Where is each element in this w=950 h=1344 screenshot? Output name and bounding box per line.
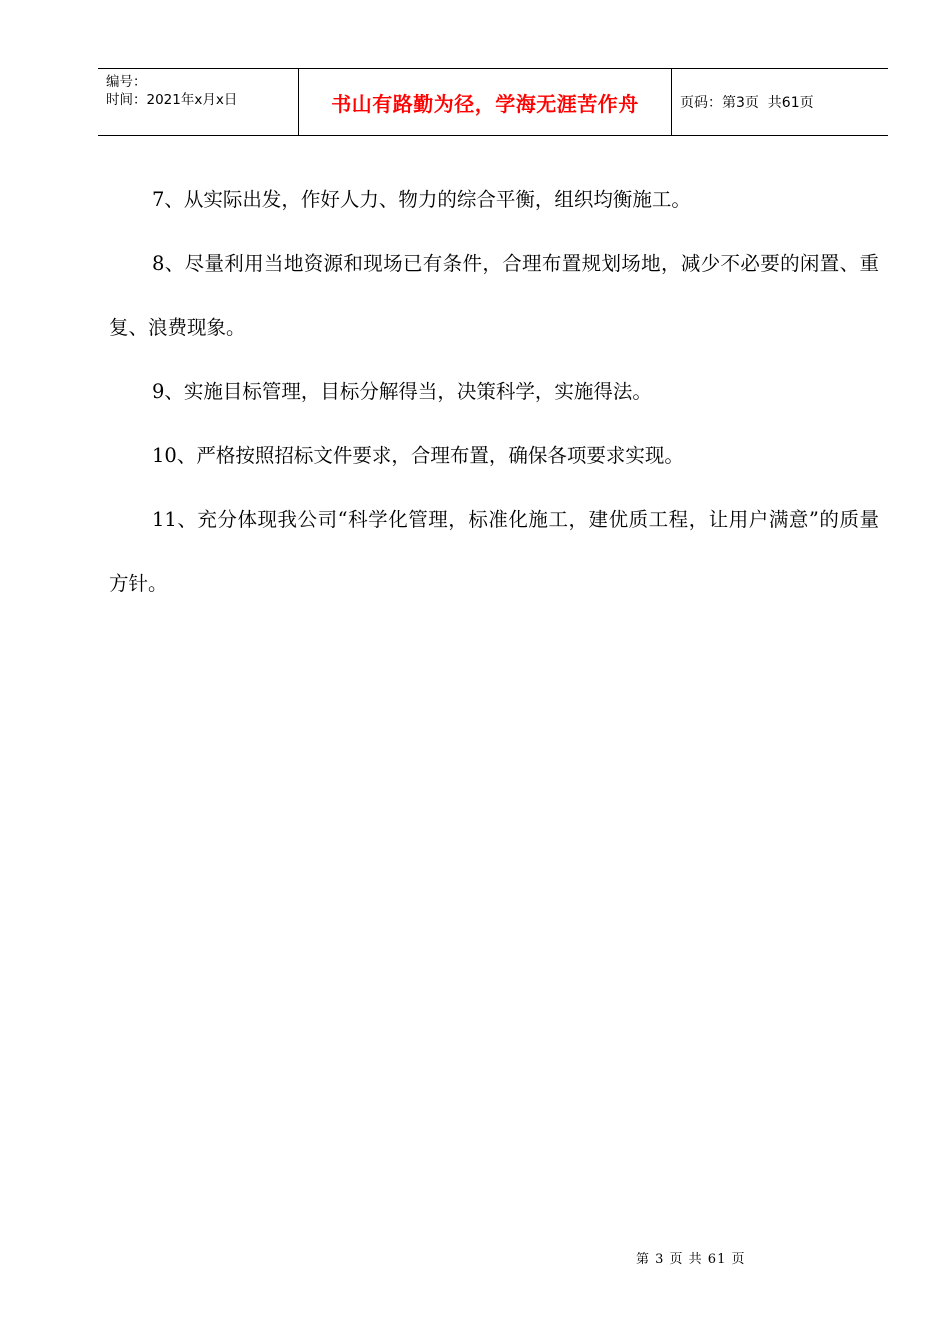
paragraph-8: 8、尽量利用当地资源和现场已有条件，合理布置规划场地，减少不必要的闲置、重复、浪费现象。 [109,252,879,339]
paragraph-11: 11、充分体现我公司“科学化管理，标准化施工，建优质工程，让用户满意”的质量方针。 [109,508,879,595]
paragraph-10: 10、严格按照招标文件要求，合理布置，确保各项要求实现。 [152,444,684,467]
header-meta [98,69,299,135]
header-motto: 书山有路勤为径，学海无涯苦作舟 [299,69,672,135]
document-body [109,168,879,616]
header-page-info [672,69,888,135]
document-number-label: 编号： [106,74,147,90]
paragraph-9: 9、实施目标管理，目标分解得当，决策科学，实施得法。 [152,380,652,403]
header-page-label: 页码：第3页 共61页 [680,95,814,111]
page-footer: 第 3 页 共 61 页 [636,1252,746,1267]
page-header [98,68,888,136]
document-time-label: 时间：2021年x月x日 [106,92,238,108]
paragraph-7: 7、从实际出发，作好人力、物力的综合平衡，组织均衡施工。 [152,188,691,211]
